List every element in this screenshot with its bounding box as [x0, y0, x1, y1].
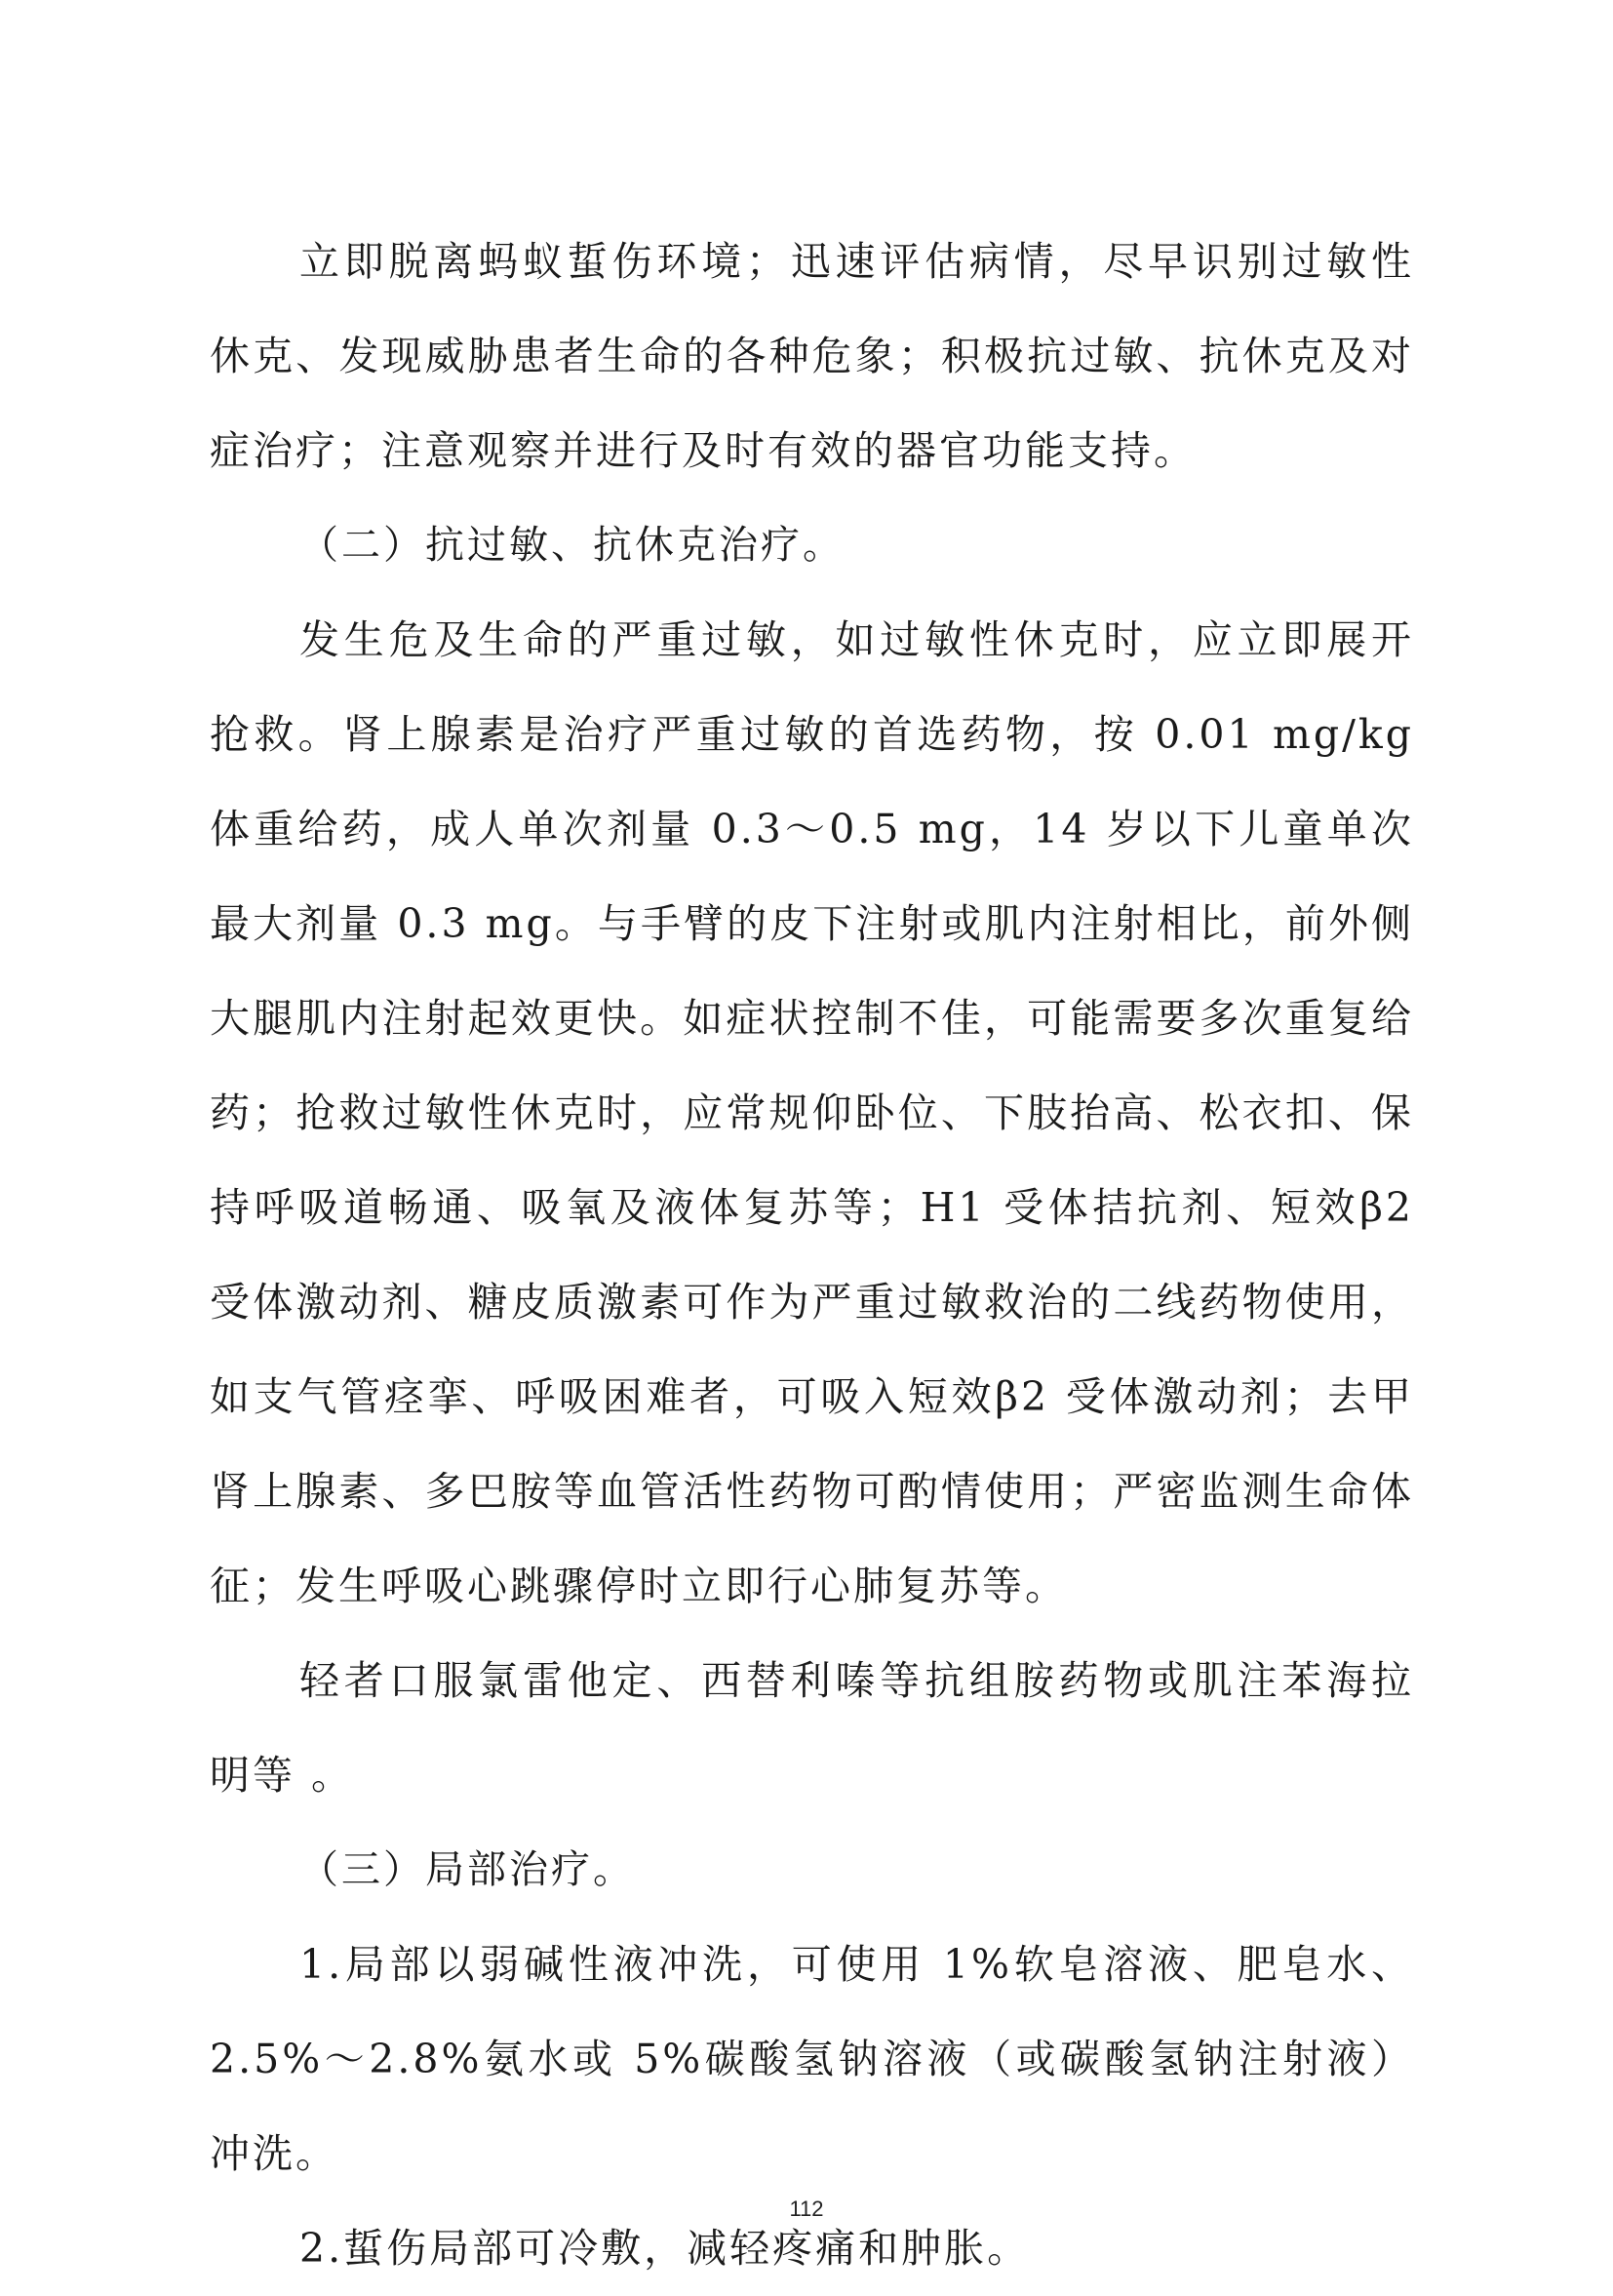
paragraph-local-wash: 1.局部以弱碱性液冲洗，可使用 1%软皂溶液、肥皂水、2.5%～2.8%氨水或 5%碳酸氢钠溶液（或碳酸氢钠注射液）冲洗。	[210, 1941, 1414, 2177]
paragraph-cold-compress: 2.蜇伤局部可冷敷，减轻疼痛和肿胀。	[299, 2225, 1031, 2272]
section-heading-local-treatment: （三）局部治疗。	[299, 1847, 635, 1892]
document-body	[210, 215, 1414, 2296]
section-heading-anti-allergy: （二）抗过敏、抗休克治疗。	[299, 523, 845, 568]
paragraph-treatment-principles: 立即脱离蚂蚁蜇伤环境；迅速评估病情，尽早识别过敏性休克、发现威胁患者生命的各种危象；积极抗过敏、抗休克及对症治疗；注意观察并进行及时有效的器官功能支持。	[210, 238, 1414, 474]
paragraph-mild-cases: 轻者口服氯雷他定、西替利嗪等抗组胺药物或肌注苯海拉明等 。	[210, 1657, 1414, 1799]
paragraph-severe-allergy-rescue: 发生危及生命的严重过敏，如过敏性休克时，应立即展开抢救。肾上腺素是治疗严重过敏的首选药物，按 0.01 mg/kg 体重给药，成人单次剂量 0.3～0.5 mg，14 岁以下儿童单次最大剂量 0.3 mg。与手臂的皮下注射或肌内注射相比，前外侧大腿肌内注射起效更快。如症状控制不佳，可能需要多次重复给药；抢救过敏性休克时，应常规仰卧位、下肢抬高、松衣扣、保持呼吸道畅通、吸氧及液体复苏等；H1 受体拮抗剂、短效β2 受体激动剂、糖皮质激素可作为严重过敏救治的二线药物使用，如支气管痉挛、呼吸困难者，可吸入短效β2 受体激动剂；去甲肾上腺素、多巴胺等血管活性药物可酌情使用；严密监测生命体征；发生呼吸心跳骤停时立即行心肺复苏等。	[210, 616, 1414, 1609]
page-number: 112	[789, 2197, 824, 2221]
